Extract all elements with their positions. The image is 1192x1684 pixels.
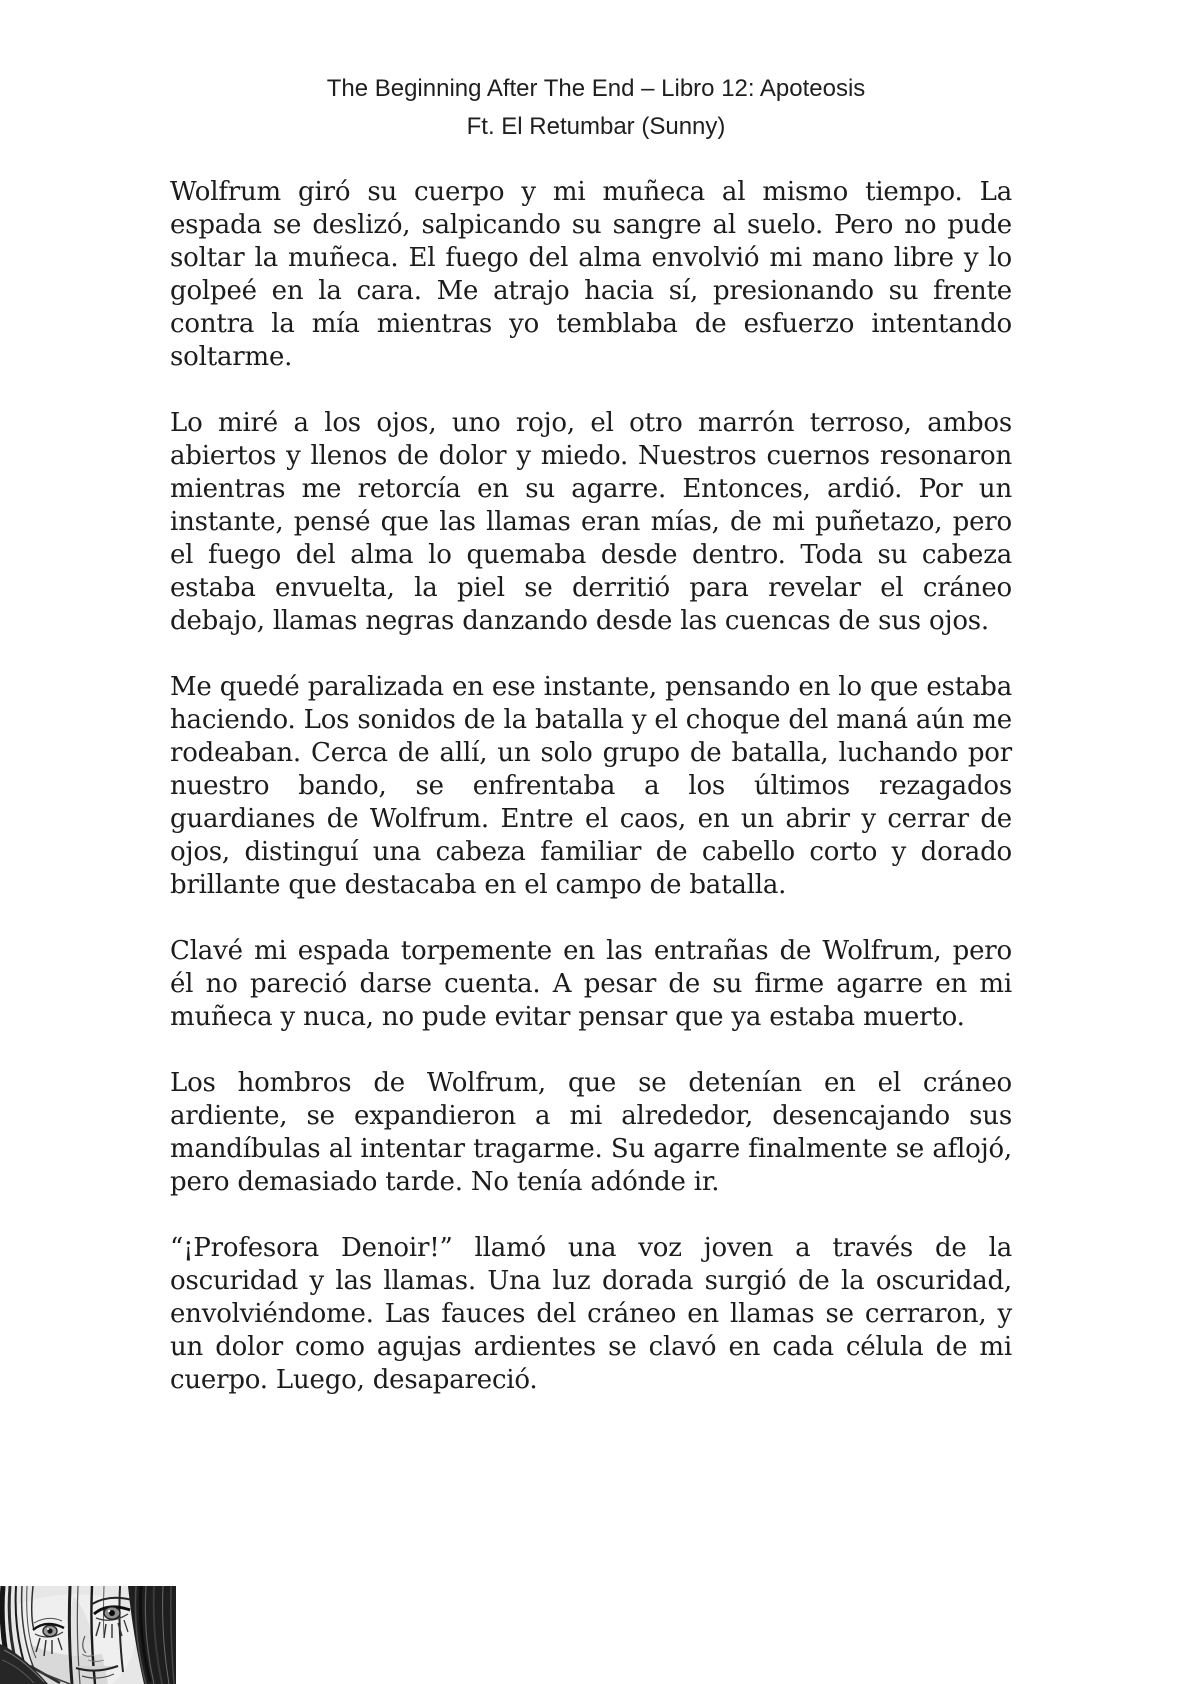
document-header: [0, 0, 1192, 146]
paragraph-6: “¡Profesora Denoir!” llamó una voz joven a través de la oscuridad y las llamas. Una luz dorada surgió de la oscuridad, envolviéndome. Las fauces del cráneo en llamas se cerraron, y un dolor como agujas ardientes se clavó en cada célula de mi cuerpo. Luego, desapareció.: [170, 1233, 1012, 1395]
paragraph-3: Me quedé paralizada en ese instante, pensando en lo que estaba haciendo. Los sonidos de la batalla y el choque del maná aún me rodeaban. Cerca de allí, un solo grupo de batalla, luchando por nuestro bando, se enfrentaba a los últimos rezagados guardianes de Wolfrum. Entre el caos, en un abrir y cerrar de ojos, distinguí una cabeza familiar de cabello corto y dorado brillante que destacaba en el campo de batalla.: [170, 672, 1012, 900]
manga-face-illustration: [0, 1586, 176, 1684]
paragraph-4: Clavé mi espada torpemente en las entrañas de Wolfrum, pero él no pareció darse cuenta. A pesar de su firme agarre en mi muñeca y nuca, no pude evitar pensar que ya estaba muerto.: [170, 936, 1012, 1032]
paragraph-2: Lo miré a los ojos, uno rojo, el otro marrón terroso, ambos abiertos y llenos de dolor y miedo. Nuestros cuernos resonaron mientras me retorcía en su agarre. Entonces, ardió. Por un instante, pensé que las llamas eran mías, de mi puñetazo, pero el fuego del alma lo quemaba desde dentro. Toda su cabeza estaba envuelta, la piel se derritió para revelar el cráneo debajo, llamas negras danzando desde las cuencas de sus ojos.: [170, 408, 1012, 636]
document-title-line1: The Beginning After The End – Libro 12: Apoteosis: [326, 75, 866, 102]
document-body: [0, 146, 1192, 1397]
document-title-line2: Ft. El Retumbar (Sunny): [466, 113, 726, 140]
paragraph-5: Los hombros de Wolfrum, que se detenían en el cráneo ardiente, se expandieron a mi alrededor, desencajando sus mandíbulas al intentar tragarme. Su agarre finalmente se aflojó, pero demasiado tarde. No tenía adónde ir.: [170, 1068, 1012, 1197]
paragraph-1: Wolfrum giró su cuerpo y mi muñeca al mismo tiempo. La espada se deslizó, salpicando su sangre al suelo. Pero no pude soltar la muñeca. El fuego del alma envolvió mi mano libre y lo golpeé en la cara. Me atrajo hacia sí, presionando su frente contra la mía mientras yo temblaba de esfuerzo intentando soltarme.: [170, 177, 1012, 372]
